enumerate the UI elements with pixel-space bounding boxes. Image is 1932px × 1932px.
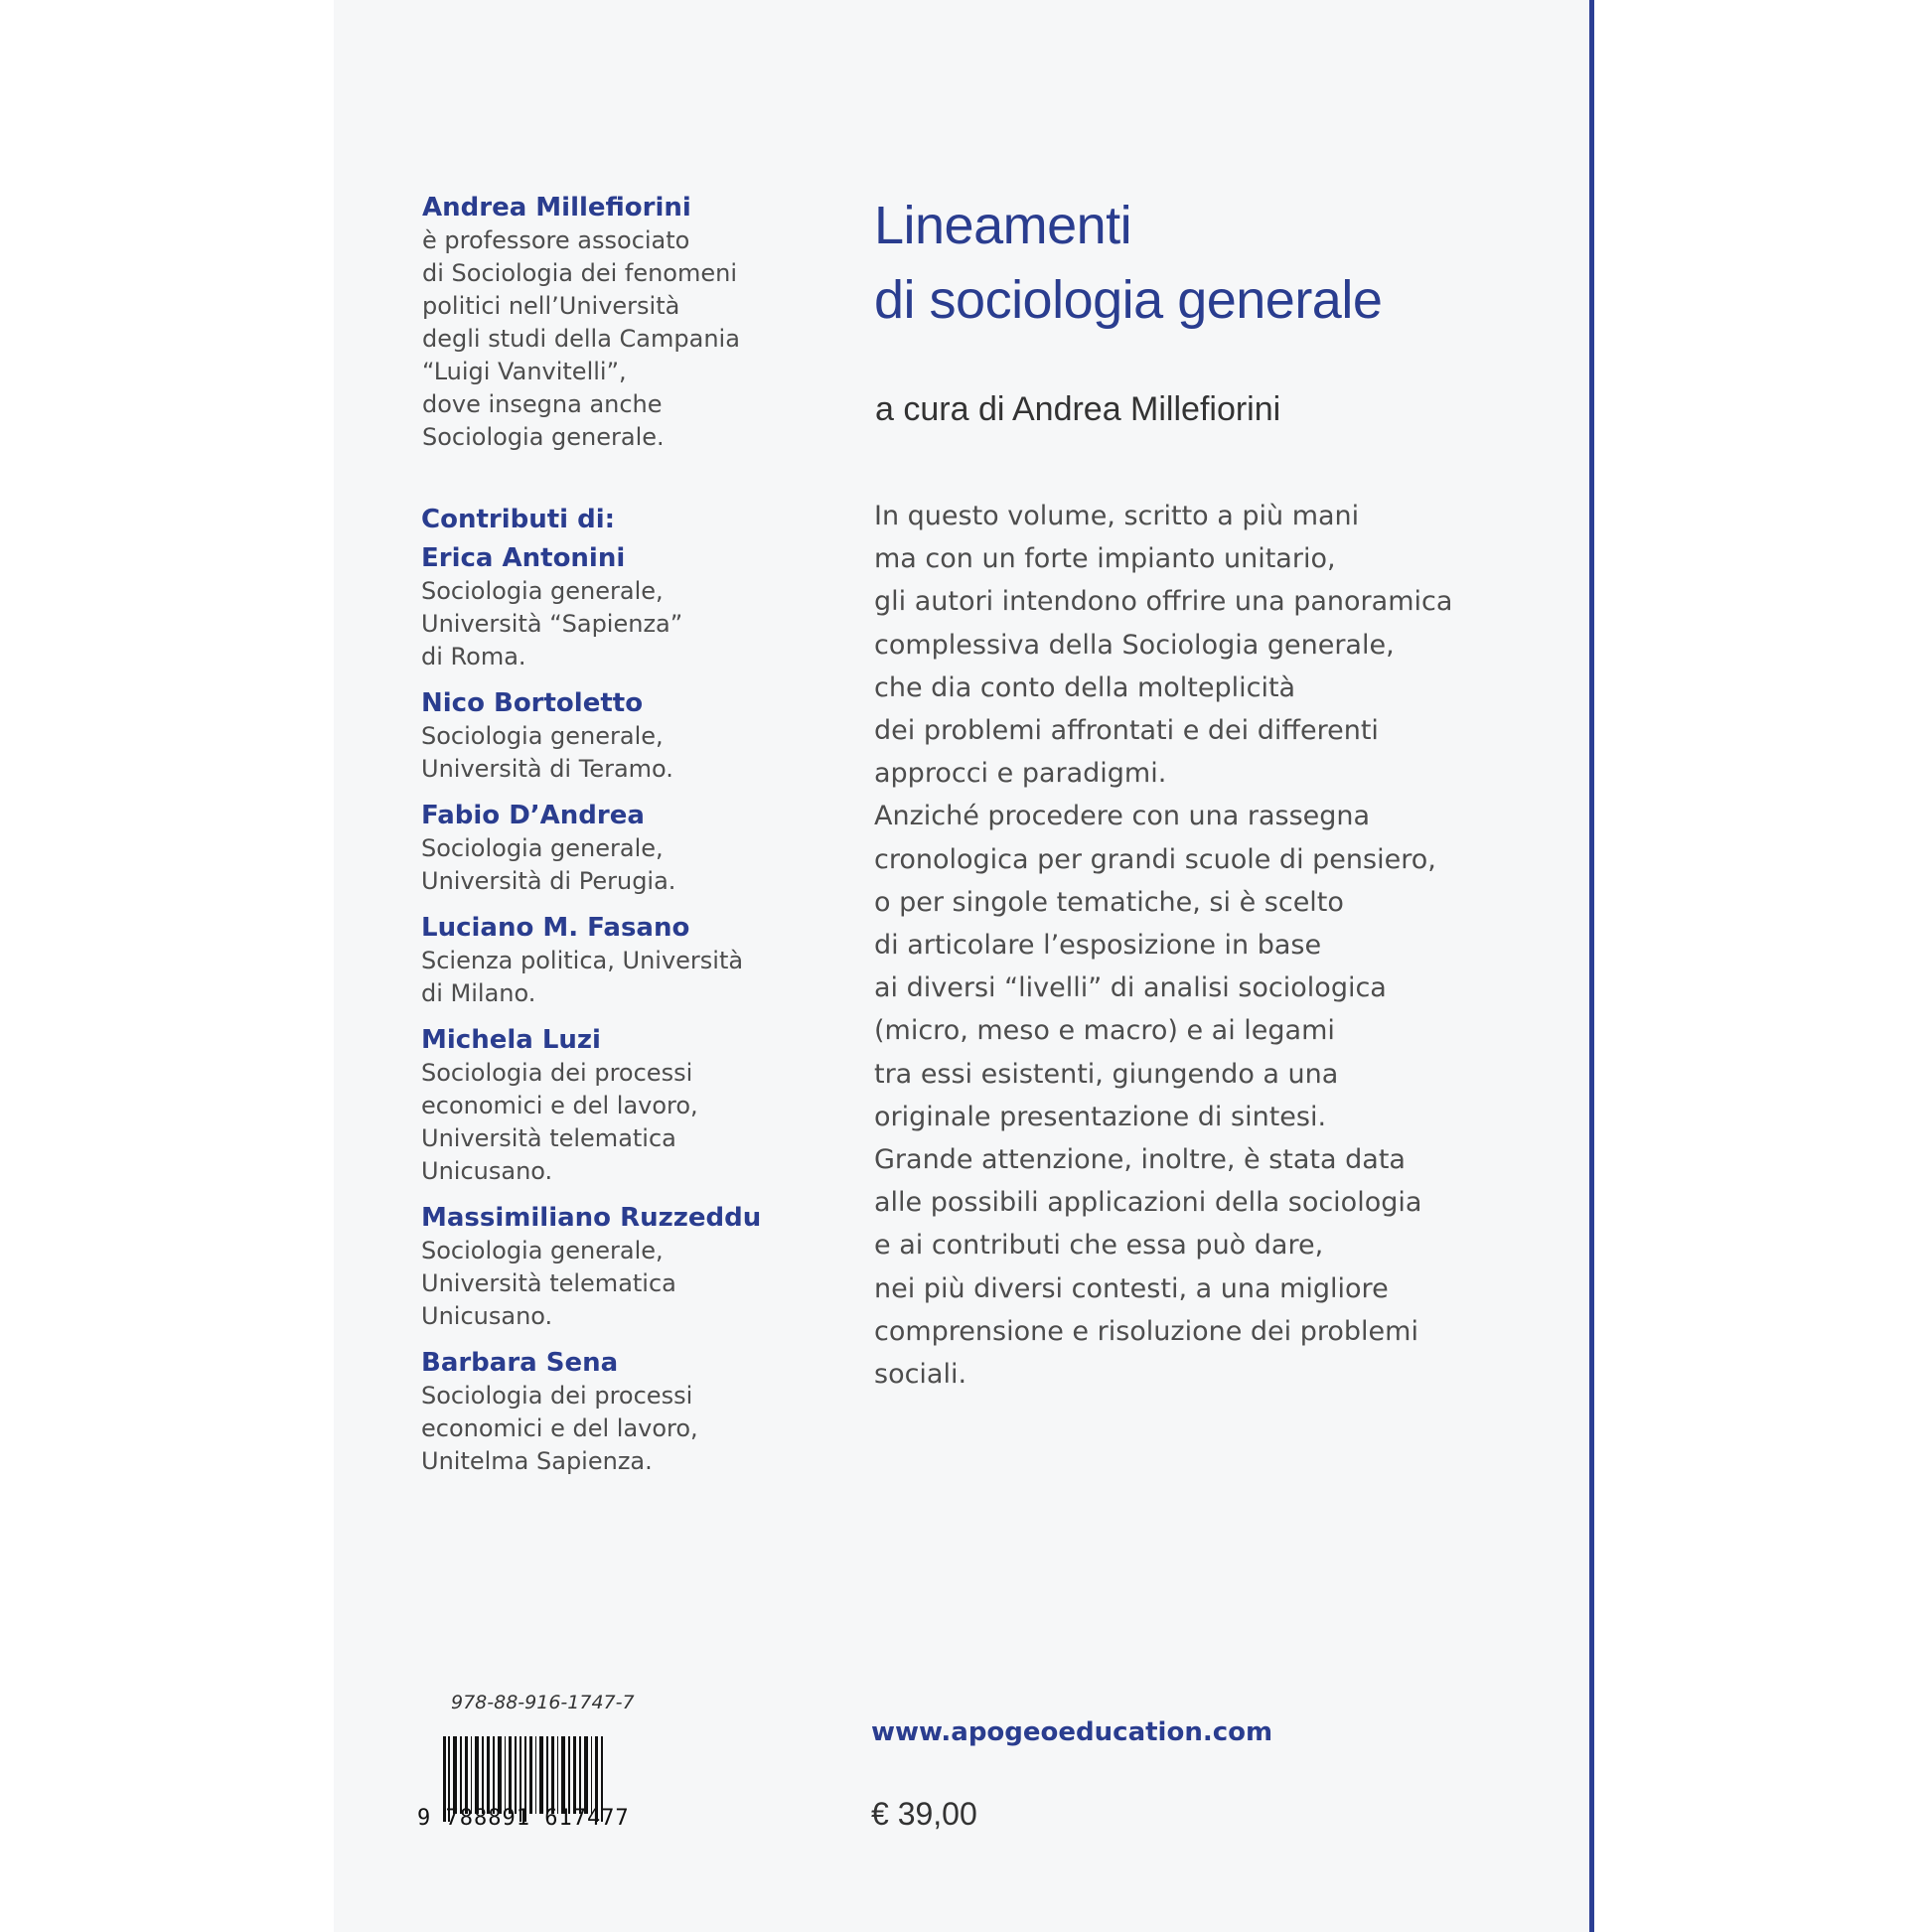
contributor-item <box>421 912 799 1010</box>
contributor-name: Erica Antonini <box>421 543 626 573</box>
contributor-item <box>421 542 799 673</box>
contributor-affiliation: Sociologia generale, Università di Teramo. <box>421 722 673 783</box>
contributors-list <box>421 503 799 1492</box>
contributor-item <box>421 1347 799 1478</box>
book-curator: a cura di Andrea Millefiorini <box>875 390 1281 428</box>
contributor-name: Massimiliano Ruzzeddu <box>421 1203 762 1233</box>
contributor-affiliation: Sociologia generale, Università “Sapienza” di Roma. <box>421 577 683 670</box>
publisher-website: www.apogeoeducation.com <box>871 1717 1273 1747</box>
contributor-item <box>421 1024 799 1188</box>
contributor-item <box>421 1202 799 1333</box>
contributor-affiliation: Sociologia dei processi economici e del lavoro, Università telematica Unicusano. <box>421 1059 698 1185</box>
contributor-name: Fabio D’Andrea <box>421 801 645 830</box>
contributor-affiliation: Sociologia generale, Università telematica Unicusano. <box>421 1237 676 1330</box>
book-price: € 39,00 <box>871 1796 977 1832</box>
contributor-name: Nico Bortoletto <box>421 688 644 718</box>
book-title: Lineamenti di sociologia generale <box>874 196 1383 330</box>
author-bio <box>422 192 780 454</box>
contributor-item <box>421 687 799 786</box>
contributor-affiliation: Sociologia generale, Università di Perugia. <box>421 834 676 895</box>
contributor-affiliation: Scienza politica, Università di Milano. <box>421 947 744 1007</box>
book-blurb: In questo volume, scritto a più mani ma con un forte impianto unitario, gli autori intendono offrire una panoramica complessiva della Sociologia generale, che dia conto della molteplicità dei problemi affrontati e dei differenti approcci e paradigmi. Anziché procedere con una rassegna cronologica per grandi scuole di pensiero, o per singole tematiche, si è scelto di articolare l’esposizione in base ai diversi “livelli” di analisi sociologica (micro, meso e macro) e ai legami tra essi esistenti, giungendo a una originale presentazione di sintesi. Grande attenzione, inoltre, è stata data alle possibili applicazioni della sociologia e ai contributi che essa può dare, nei più diversi contesti, a una migliore comprensione e risoluzione dei problemi sociali. <box>874 501 1453 1391</box>
contributor-item <box>421 800 799 898</box>
spine-edge <box>1589 0 1594 1932</box>
barcode-digits: 9 788891 617477 <box>417 1806 630 1831</box>
contributors-heading: Contributi di: <box>421 505 616 534</box>
author-description: è professore associato di Sociologia dei fenomeni politici nell’Università degli studi della Campania “Luigi Vanvitelli”, dove insegna anche Sociologia generale. <box>422 226 740 451</box>
isbn-text: 978-88-916-1747-7 <box>451 1692 635 1713</box>
contributor-affiliation: Sociologia dei processi economici e del lavoro, Unitelma Sapienza. <box>421 1382 698 1475</box>
contributor-name: Luciano M. Fasano <box>421 913 690 943</box>
contributor-name: Michela Luzi <box>421 1025 601 1055</box>
author-name: Andrea Millefiorini <box>422 193 691 223</box>
contributor-name: Barbara Sena <box>421 1348 619 1378</box>
